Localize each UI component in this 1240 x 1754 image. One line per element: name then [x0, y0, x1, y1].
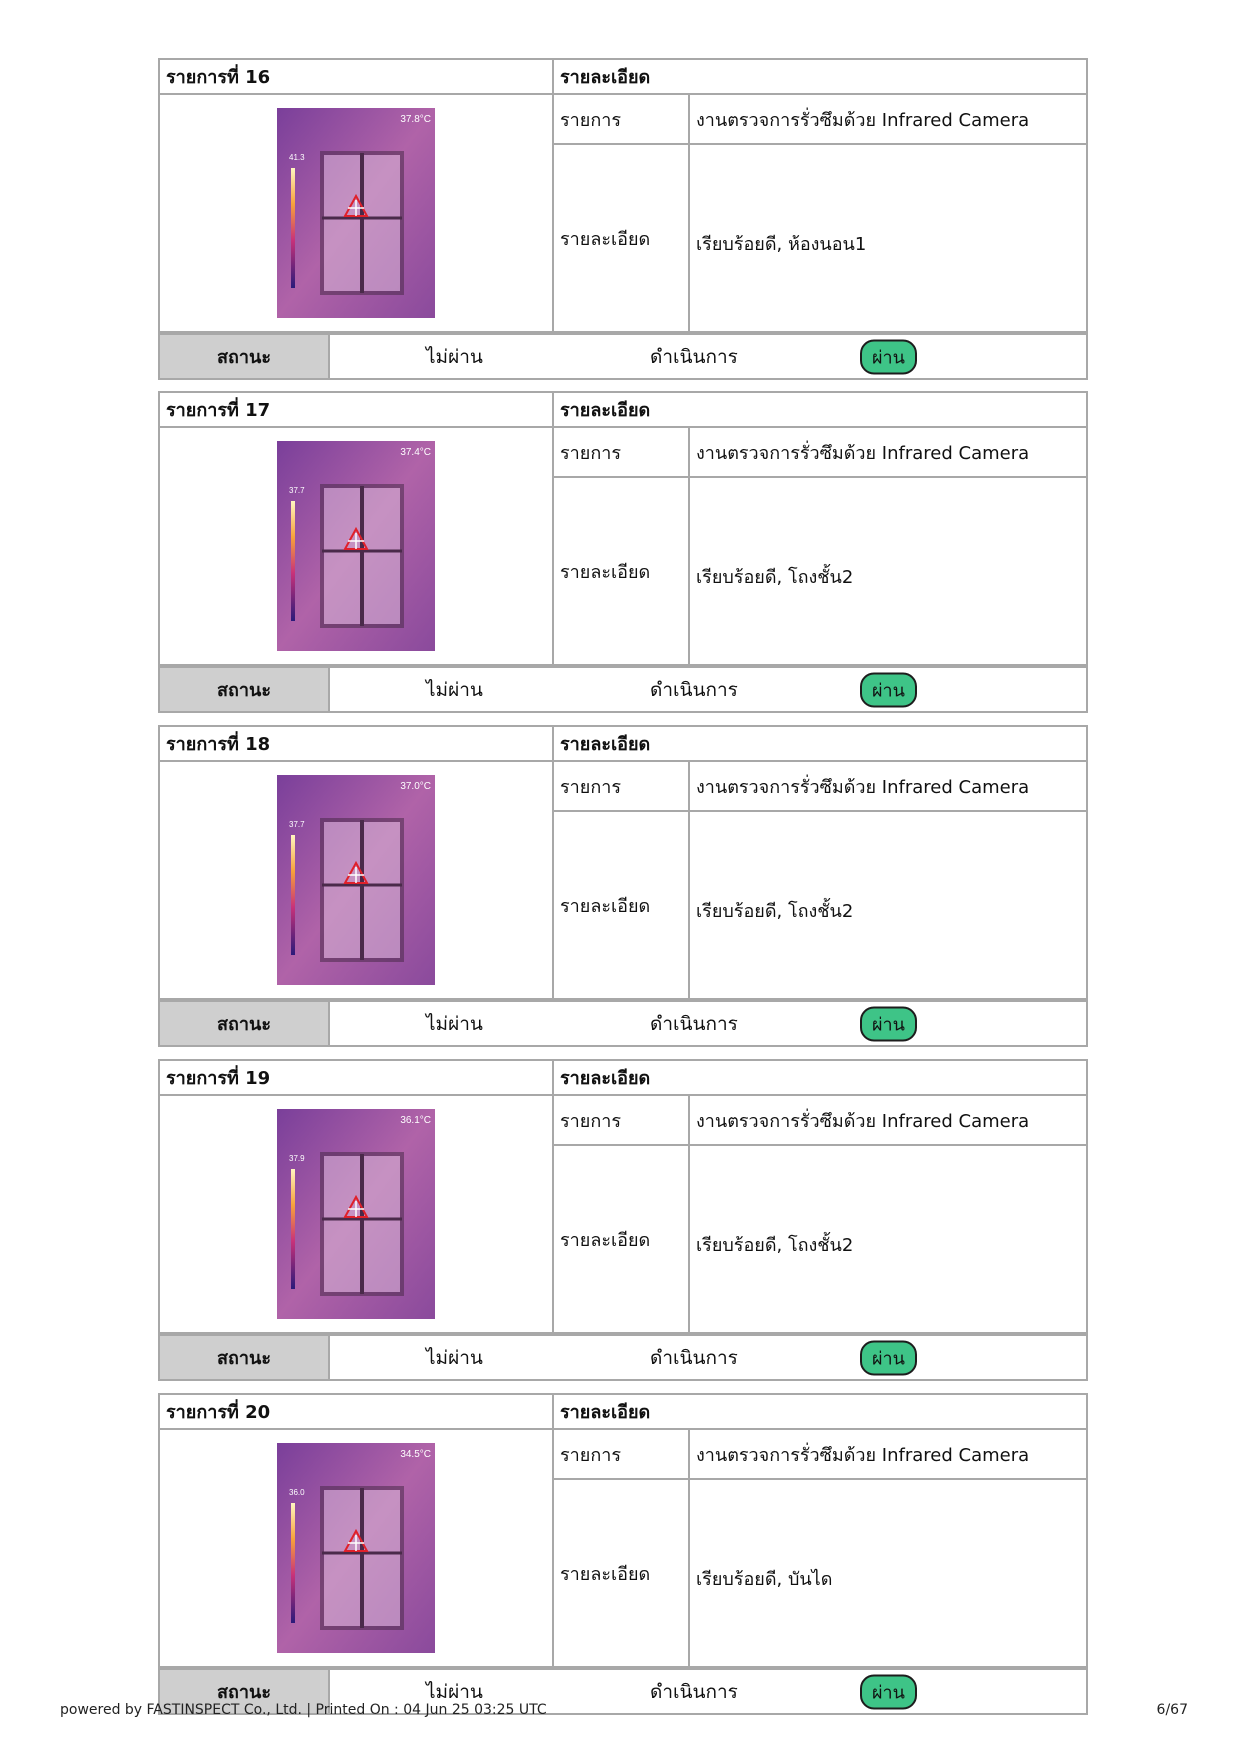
- item-label: รายการ: [553, 94, 689, 144]
- status-option-fail[interactable]: ไม่ผ่าน: [426, 678, 483, 701]
- item-title: รายการที่ 18: [160, 727, 553, 761]
- thermal-image-cell: [160, 427, 553, 665]
- detail-header: รายละเอียด: [553, 60, 1086, 94]
- status-option-process[interactable]: ดำเนินการ: [650, 1680, 738, 1703]
- footer-text: powered by FASTINSPECT Co., Ltd. | Printed On : 04 Jun 25 03:25 UTC: [60, 1702, 547, 1718]
- thermal-image-cell: [160, 1429, 553, 1667]
- scale-max: 37.7: [289, 486, 305, 495]
- card-table: [160, 393, 1086, 666]
- detail-header: รายละเอียด: [553, 1395, 1086, 1429]
- item-value: งานตรวจการรั่วซึมด้วย Infrared Camera: [689, 1095, 1086, 1145]
- inspection-card: [158, 1059, 1088, 1381]
- item-title: รายการที่ 17: [160, 393, 553, 427]
- thermal-image-cell: [160, 94, 553, 332]
- detail-value: เรียบร้อยดี, โถงชั้น2: [689, 1145, 1086, 1333]
- status-badge-pass[interactable]: ผ่าน: [860, 1340, 917, 1375]
- status-options: [330, 1336, 1086, 1379]
- detail-value: เรียบร้อยดี, บันได: [689, 1479, 1086, 1667]
- detail-label: รายละเอียด: [553, 144, 689, 332]
- detail-header: รายละเอียด: [553, 727, 1086, 761]
- status-label: สถานะ: [160, 1670, 330, 1713]
- status-option-process[interactable]: ดำเนินการ: [650, 345, 738, 368]
- card-table: [160, 1061, 1086, 1334]
- thermal-image: [277, 1109, 435, 1319]
- card-table: [160, 60, 1086, 333]
- status-row: [160, 666, 1086, 711]
- status-options: [330, 668, 1086, 711]
- scale-max: 37.7: [289, 820, 305, 829]
- item-label: รายการ: [553, 1429, 689, 1479]
- item-title: รายการที่ 19: [160, 1061, 553, 1095]
- status-label: สถานะ: [160, 668, 330, 711]
- status-label: สถานะ: [160, 335, 330, 378]
- temp-reading: 37.0°C: [400, 781, 431, 792]
- detail-value: เรียบร้อยดี, โถงชั้น2: [689, 811, 1086, 999]
- status-row: [160, 1000, 1086, 1045]
- detail-label: รายละเอียด: [553, 811, 689, 999]
- item-value: งานตรวจการรั่วซึมด้วย Infrared Camera: [689, 94, 1086, 144]
- detail-label: รายละเอียด: [553, 1145, 689, 1333]
- item-value: งานตรวจการรั่วซึมด้วย Infrared Camera: [689, 761, 1086, 811]
- item-label: รายการ: [553, 761, 689, 811]
- temp-reading: 37.8°C: [400, 114, 431, 125]
- detail-header: รายละเอียด: [553, 1061, 1086, 1095]
- card-table: [160, 1395, 1086, 1668]
- scale-max: 36.0: [289, 1488, 305, 1497]
- status-option-process[interactable]: ดำเนินการ: [650, 678, 738, 701]
- item-title: รายการที่ 16: [160, 60, 553, 94]
- inspection-card: [158, 1393, 1088, 1715]
- status-option-fail[interactable]: ไม่ผ่าน: [426, 345, 483, 368]
- status-option-fail[interactable]: ไม่ผ่าน: [426, 1012, 483, 1035]
- item-value: งานตรวจการรั่วซึมด้วย Infrared Camera: [689, 1429, 1086, 1479]
- status-badge-pass[interactable]: ผ่าน: [860, 672, 917, 707]
- scale-max: 37.9: [289, 1154, 305, 1163]
- detail-label: รายละเอียด: [553, 477, 689, 665]
- status-badge-pass[interactable]: ผ่าน: [860, 1674, 917, 1709]
- thermal-image: [277, 108, 435, 318]
- temp-reading: 37.4°C: [400, 447, 431, 458]
- detail-header: รายละเอียด: [553, 393, 1086, 427]
- scale-max: 41.3: [289, 153, 305, 162]
- status-label: สถานะ: [160, 1002, 330, 1045]
- thermal-image-cell: [160, 1095, 553, 1333]
- item-label: รายการ: [553, 1095, 689, 1145]
- temp-reading: 34.5°C: [400, 1449, 431, 1460]
- thermal-image: [277, 775, 435, 985]
- inspection-card: [158, 725, 1088, 1047]
- status-row: [160, 333, 1086, 378]
- page-number: 6/67: [1156, 1702, 1188, 1718]
- thermal-image: [277, 1443, 435, 1653]
- status-options: [330, 335, 1086, 378]
- status-badge-pass[interactable]: ผ่าน: [860, 1006, 917, 1041]
- temp-reading: 36.1°C: [400, 1115, 431, 1126]
- inspection-card: [158, 391, 1088, 713]
- status-row: [160, 1334, 1086, 1379]
- detail-value: เรียบร้อยดี, ห้องนอน1: [689, 144, 1086, 332]
- item-label: รายการ: [553, 427, 689, 477]
- item-title: รายการที่ 20: [160, 1395, 553, 1429]
- status-option-fail[interactable]: ไม่ผ่าน: [426, 1346, 483, 1369]
- status-option-fail[interactable]: ไม่ผ่าน: [426, 1680, 483, 1703]
- detail-value: เรียบร้อยดี, โถงชั้น2: [689, 477, 1086, 665]
- status-option-process[interactable]: ดำเนินการ: [650, 1346, 738, 1369]
- status-label: สถานะ: [160, 1336, 330, 1379]
- thermal-image-cell: [160, 761, 553, 999]
- inspection-card: [158, 58, 1088, 380]
- status-option-process[interactable]: ดำเนินการ: [650, 1012, 738, 1035]
- status-options: [330, 1002, 1086, 1045]
- item-value: งานตรวจการรั่วซึมด้วย Infrared Camera: [689, 427, 1086, 477]
- status-badge-pass[interactable]: ผ่าน: [860, 339, 917, 374]
- thermal-image: [277, 441, 435, 651]
- card-table: [160, 727, 1086, 1000]
- detail-label: รายละเอียด: [553, 1479, 689, 1667]
